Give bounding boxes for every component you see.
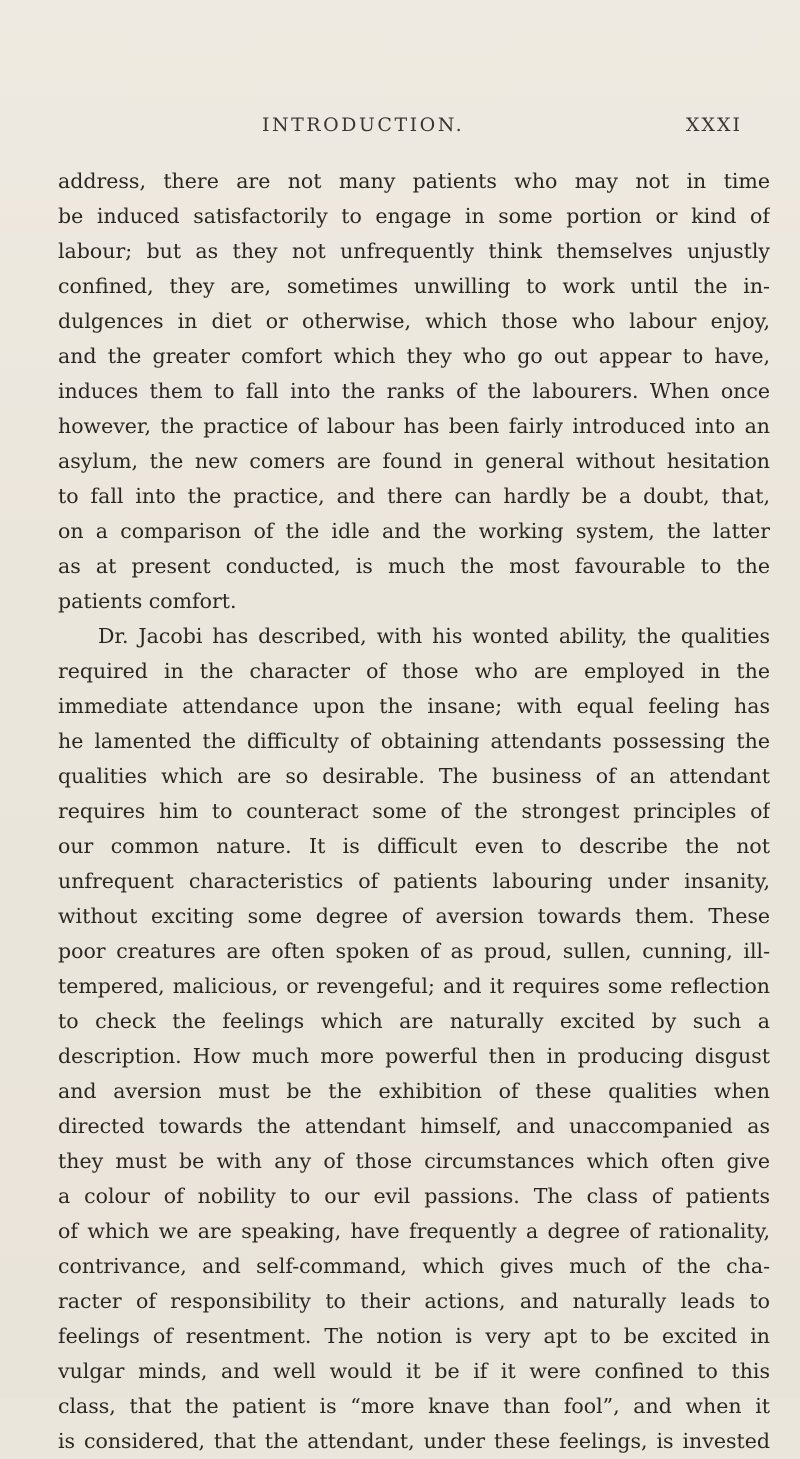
text-line: feelings of resentment. The notion is very apt to be excited in (58, 1324, 770, 1348)
text-line: description. How much more powerful then in producing disgust (58, 1044, 770, 1068)
text-line: and aversion must be the exhibition of these qualities when (58, 1079, 770, 1103)
text-line: of which we are speaking, have frequently a degree of rationality, (58, 1219, 770, 1243)
text-line: confined, they are, sometimes unwilling to work until the in- (58, 274, 770, 298)
text-line: immediate attendance upon the insane; with equal feeling has (58, 694, 770, 718)
text-line: required in the character of those who are employed in the (58, 659, 770, 683)
text-line: racter of responsibility to their actions, and naturally leads to (58, 1289, 770, 1313)
text-line: asylum, the new comers are found in general without hesitation (58, 449, 770, 473)
text-line: to check the feelings which are naturally excited by such a (58, 1009, 770, 1033)
text-line: class, that the patient is “more knave than fool”, and when it (58, 1394, 770, 1418)
text-line: contrivance, and self-command, which gives much of the cha- (58, 1254, 770, 1278)
text-line: without exciting some degree of aversion towards them. These (58, 904, 770, 928)
text-line: dulgences in diet or otherwise, which those who labour enjoy, (58, 309, 770, 333)
text-line: is considered, that the attendant, under these feelings, is invested (58, 1429, 770, 1453)
text-line: unfrequent characteristics of patients labouring under insanity, (58, 869, 770, 893)
text-line-paragraph-start: Dr. Jacobi has described, with his wonted ability, the qualities (98, 624, 770, 648)
text-line: a colour of nobility to our evil passions. The class of patients (58, 1184, 770, 1208)
text-line: be induced satisfactorily to engage in some portion or kind of (58, 204, 770, 228)
running-title: INTRODUCTION. (262, 114, 465, 136)
text-line: he lamented the difficulty of obtaining attendants possessing the (58, 729, 770, 753)
page-number: XXXI (685, 114, 742, 136)
text-line: poor creatures are often spoken of as proud, sullen, cunning, ill- (58, 939, 770, 963)
text-line: on a comparison of the idle and the working system, the latter (58, 519, 770, 543)
text-line: tempered, malicious, or revengeful; and it requires some reflection (58, 974, 770, 998)
text-line: however, the practice of labour has been fairly introduced into an (58, 414, 770, 438)
text-line-paragraph-end: patients comfort. (58, 589, 237, 613)
text-line: and the greater comfort which they who go out appear to have, (58, 344, 770, 368)
text-line: requires him to counteract some of the strongest principles of (58, 799, 770, 823)
text-line: to fall into the practice, and there can hardly be a doubt, that, (58, 484, 770, 508)
text-line: vulgar minds, and well would it be if it were confined to this (58, 1359, 770, 1383)
text-line: they must be with any of those circumstances which often give (58, 1149, 770, 1173)
text-line: our common nature. It is difficult even to describe the not (58, 834, 770, 858)
text-line: qualities which are so desirable. The business of an attendant (58, 764, 770, 788)
running-head (0, 114, 800, 144)
text-line: as at present conducted, is much the most favourable to the (58, 554, 770, 578)
text-line: labour; but as they not unfrequently think themselves unjustly (58, 239, 770, 263)
text-line: induces them to fall into the ranks of the labourers. When once (58, 379, 770, 403)
text-line: directed towards the attendant himself, and unaccompanied as (58, 1114, 770, 1138)
text-line: address, there are not many patients who may not in time (58, 169, 770, 193)
body-text (58, 164, 770, 1459)
